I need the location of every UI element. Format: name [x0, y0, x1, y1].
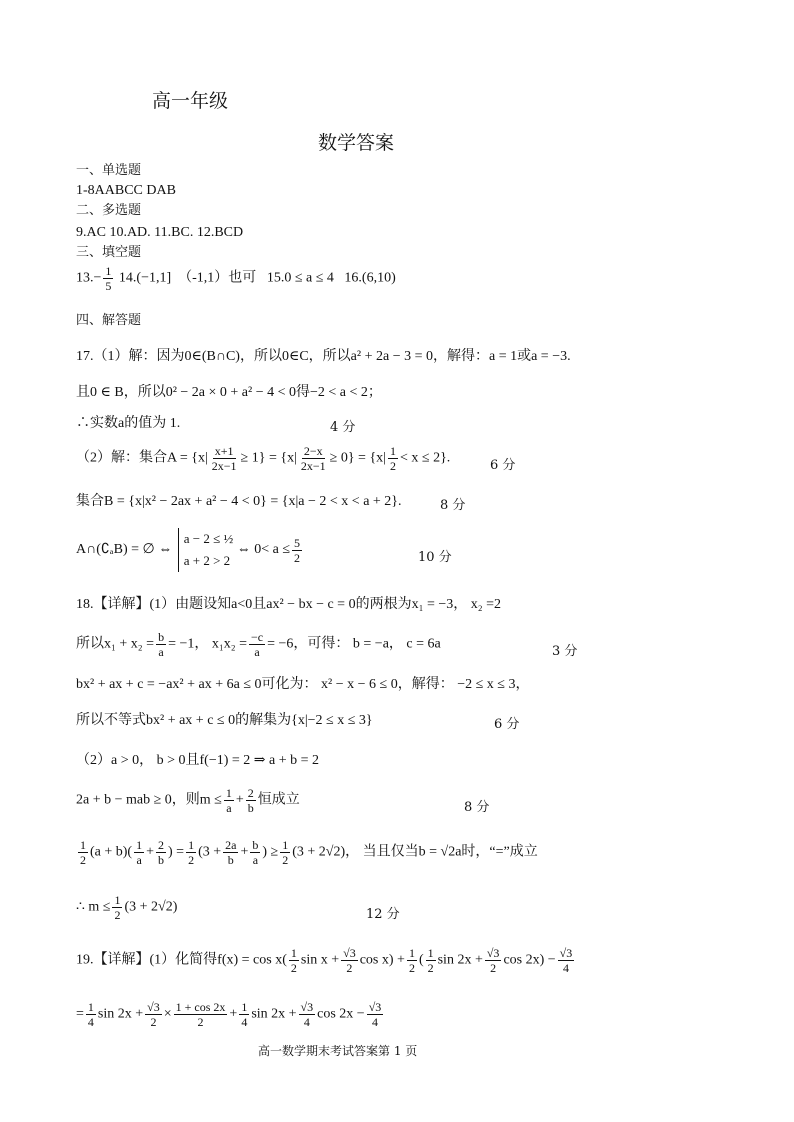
q17-line-4: （2）解：集合A = {x| $\frac{x+1}{2x-1}$ ≥ 1} = {x| $\frac{2-x}{2x-1}$ ≥ 0} = {x| $\frac{1}{2}$ < x ≤ 2}. [76, 444, 451, 473]
section-fill-blank: 三、填空题 [76, 245, 142, 260]
q13-prefix: 13.− [76, 270, 102, 286]
q17-score-4: 4 分 [330, 420, 356, 435]
q18-line-2: 所以x₁ + x₂ = $\frac{b}{a}$ = −1， x₁x₂ = $\frac{-c}{a}$ = −6，可得： b = −a， c = 6a [76, 630, 441, 659]
q17-score-10: 10 分 [418, 550, 452, 565]
fill-blank-answers [76, 264, 396, 293]
q17-score-8: 8 分 [440, 498, 466, 513]
section-solutions: 四、解答题 [76, 313, 142, 328]
q18-score-3: 3 分 [552, 644, 578, 659]
q18-score-8: 8 分 [464, 800, 490, 815]
q17-line-6: A∩(∁ₐB) = ∅ ⇔ a − 2 ≤ ½ a + 2 > 2 ⇔ 0< a ≤ $\frac{5}{2}$ [76, 528, 304, 572]
q14-answer: 14.(−1,1] [118, 270, 172, 286]
q18-line-1: 18.【详解】(1）由题设知a<0且ax² − bx − c = 0的两根为x₁ = −3， x₂ =2 [76, 597, 502, 612]
q14-note: （-1,1）也可 [178, 270, 257, 286]
q18-line-3: bx² + ax + c = −ax² + ax + 6a ≤ 0可化为： x² − x − 6 ≤ 0，解得： −2 ≤ x ≤ 3， [76, 677, 530, 692]
q17-line-2: 且0 ∈ B，所以0² − 2a × 0 + a² − 4 < 0得−2 < a < 2； [76, 385, 382, 400]
q18-line-4: 所以不等式bx² + ax + c ≤ 0的解集为{x|−2 ≤ x ≤ 3} [76, 713, 373, 728]
q18-score-12: 12 分 [366, 907, 400, 922]
grade-label: 高一年级 [152, 90, 229, 112]
q17-score-6: 6 分 [490, 458, 516, 473]
q18-score-6: 6 分 [494, 717, 520, 732]
q13-fraction: $\frac{1}{5}$ [105, 264, 112, 293]
q17-line-1: 17.（1）解：因为0∈(B∩C)，所以0∈C，所以a² + 2a − 3 = 0，解得：a = 1或a = −3. [76, 349, 571, 364]
q18-line-8: ∴ m ≤ $\frac{1}{2}$ (3 + 2√2) [76, 893, 178, 922]
page-title: 数学答案 [318, 132, 395, 154]
q17-line-3: ∴实数a的值为 1. [76, 416, 181, 431]
section-multi-choice: 二、多选题 [76, 203, 142, 218]
q19-line-1: 19.【详解】(1）化简得f(x) = cos x( $\frac{1}{2}$ sin x + $\frac{√3}{2}$ cos x) + $\frac{1}{2}$ ( $\frac{1}{2}$ sin 2x + $\frac{√3}{2}$ cos 2x) − $\frac{√3}{4}$ [76, 946, 573, 975]
q18-line-5: （2）a > 0， b > 0且f(−1) = 2 ⇒ a + b = 2 [76, 753, 320, 768]
q18-line-6: 2a + b − mab ≥ 0，则m ≤ $\frac{1}{a}$ + $\frac{2}{b}$ 恒成立 [76, 786, 300, 815]
page-footer: 高一数学期末考试答案第 1 页 [258, 1044, 418, 1058]
q18-line-7: $\frac{1}{2}$ (a + b)( $\frac{1}{a}$ + $\frac{2}{b}$ ) = $\frac{1}{2}$ (3 + $\frac{2a}{b}$ + $\frac{b}{a}$ ) ≥ $\frac{1}{2}$ (3 + 2√2)， 当且仅当b = √2a时，“=”成立 [80, 838, 538, 867]
q15-answer: 15.0 ≤ a ≤ 4 [266, 270, 334, 286]
section-single-choice: 一、单选题 [76, 163, 142, 178]
q19-line-2: = $\frac{1}{4}$ sin 2x + $\frac{√3}{2}$ × $\frac{1 + \cos 2x}{2}$ + $\frac{1}{4}$ sin 2x + $\frac{√3}{4}$ cos 2x − $\frac{√3}{4}$ [76, 1000, 382, 1029]
single-choice-answers: 1-8AABCC DAB [76, 183, 176, 198]
q16-answer: 16.(6,10) [344, 270, 396, 286]
q17-line-5: 集合B = {x|x² − 2ax + a² − 4 < 0} = {x|a − 2 < x < a + 2}. [76, 494, 402, 509]
multi-choice-answers: 9.AC 10.AD. 11.BC. 12.BCD [76, 225, 244, 240]
